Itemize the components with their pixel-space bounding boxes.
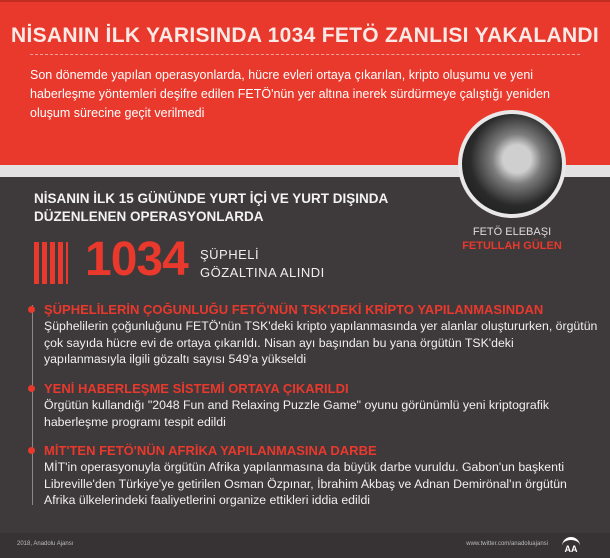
news-item-title: YENİ HABERLEŞME SİSTEMİ ORTAYA ÇIKARILDI	[44, 381, 349, 396]
news-item	[44, 443, 599, 509]
stats-subtitle-line: NİSANIN İLK 15 GÜNÜNDE YURT İÇİ VE YURT DIŞINDA	[34, 191, 389, 206]
stat-label-line: GÖZALTINA ALINDI	[200, 265, 325, 280]
footer	[0, 533, 610, 558]
news-item	[44, 381, 599, 430]
copyright: 2018, Anadolu Ajansı	[17, 541, 74, 547]
portrait-caption-role: FETÖ ELEBAŞI	[472, 226, 552, 238]
news-item-text: Şüphelilerin çoğunluğunu FETÖ'nün TSK'deki kripto yapılanmasında yer alanlar oluştururken, örgütün çok sayıda hücre evi de ortaya çıkarıldı. Nisan ayı başından bu yana örgütün TSK'deki yapılanmasıyla ilgili gözaltı sayısı 549'a yükseldi	[44, 319, 598, 366]
stats-subtitle	[34, 190, 388, 226]
news-item	[44, 302, 599, 368]
news-item-title: MİT'TEN FETÖ'NÜN AFRİKA YAPILANMASINA DARBE	[44, 443, 377, 458]
jail-icon	[34, 242, 68, 284]
bullet-icon	[28, 385, 35, 392]
twitter-link[interactable]: www.twitter.com/anadoluajansi	[466, 541, 548, 547]
stat-label	[200, 246, 325, 282]
aa-logo-icon: AA	[562, 537, 580, 554]
news-item-title: ŞÜPHELİLERİN ÇOĞUNLUĞU FETÖ'NÜN TSK'DEKİ KRİPTO YAPILANMASINDAN	[44, 302, 544, 317]
timeline-line	[32, 305, 33, 505]
lead-text: Son dönemde yapılan operasyonlarda, hücre evleri ortaya çıkarılan, kripto oluşumu ve yeni haberleşme yöntemleri deşifre edilen FETÖ'nün yer altına inerek sürdürmeye çalıştığı yeniden oluşum sürecine geçit verilmedi	[30, 68, 551, 120]
stats-subtitle-line: DÜZENLENEN OPERASYONLARDA	[34, 209, 264, 224]
bullet-icon	[28, 306, 35, 313]
news-item-text: Örgütün kullandığı "2048 Fun and Relaxing Puzzle Game" oyunu görünümlü yeni kriptografik haberleşme programı tespit edildi	[44, 398, 549, 429]
stat-number: 1034	[85, 233, 188, 286]
news-item-text: MİT'in operasyonuyla örgütün Afrika yapılanmasına da büyük darbe vuruldu. Gabon'un başkenti Libreville'den Türkiye'ye getirilen Osman Özpınar, İbrahim Akbaş ve Adnan Demirönal'ın örgütün Afrika ülkelerindeki faaliyetlerini organize ettikleri iddia edildi	[44, 460, 567, 507]
stat-label-line: ŞÜPHELİ	[200, 247, 260, 262]
portrait-caption-name: FETULLAH GÜLEN	[462, 240, 562, 252]
bullet-icon	[28, 447, 35, 454]
portrait-image	[458, 110, 566, 218]
page-title: NİSANIN İLK YARISINDA 1034 FETÖ ZANLISI YAKALANDI	[10, 24, 600, 47]
divider	[30, 54, 580, 55]
